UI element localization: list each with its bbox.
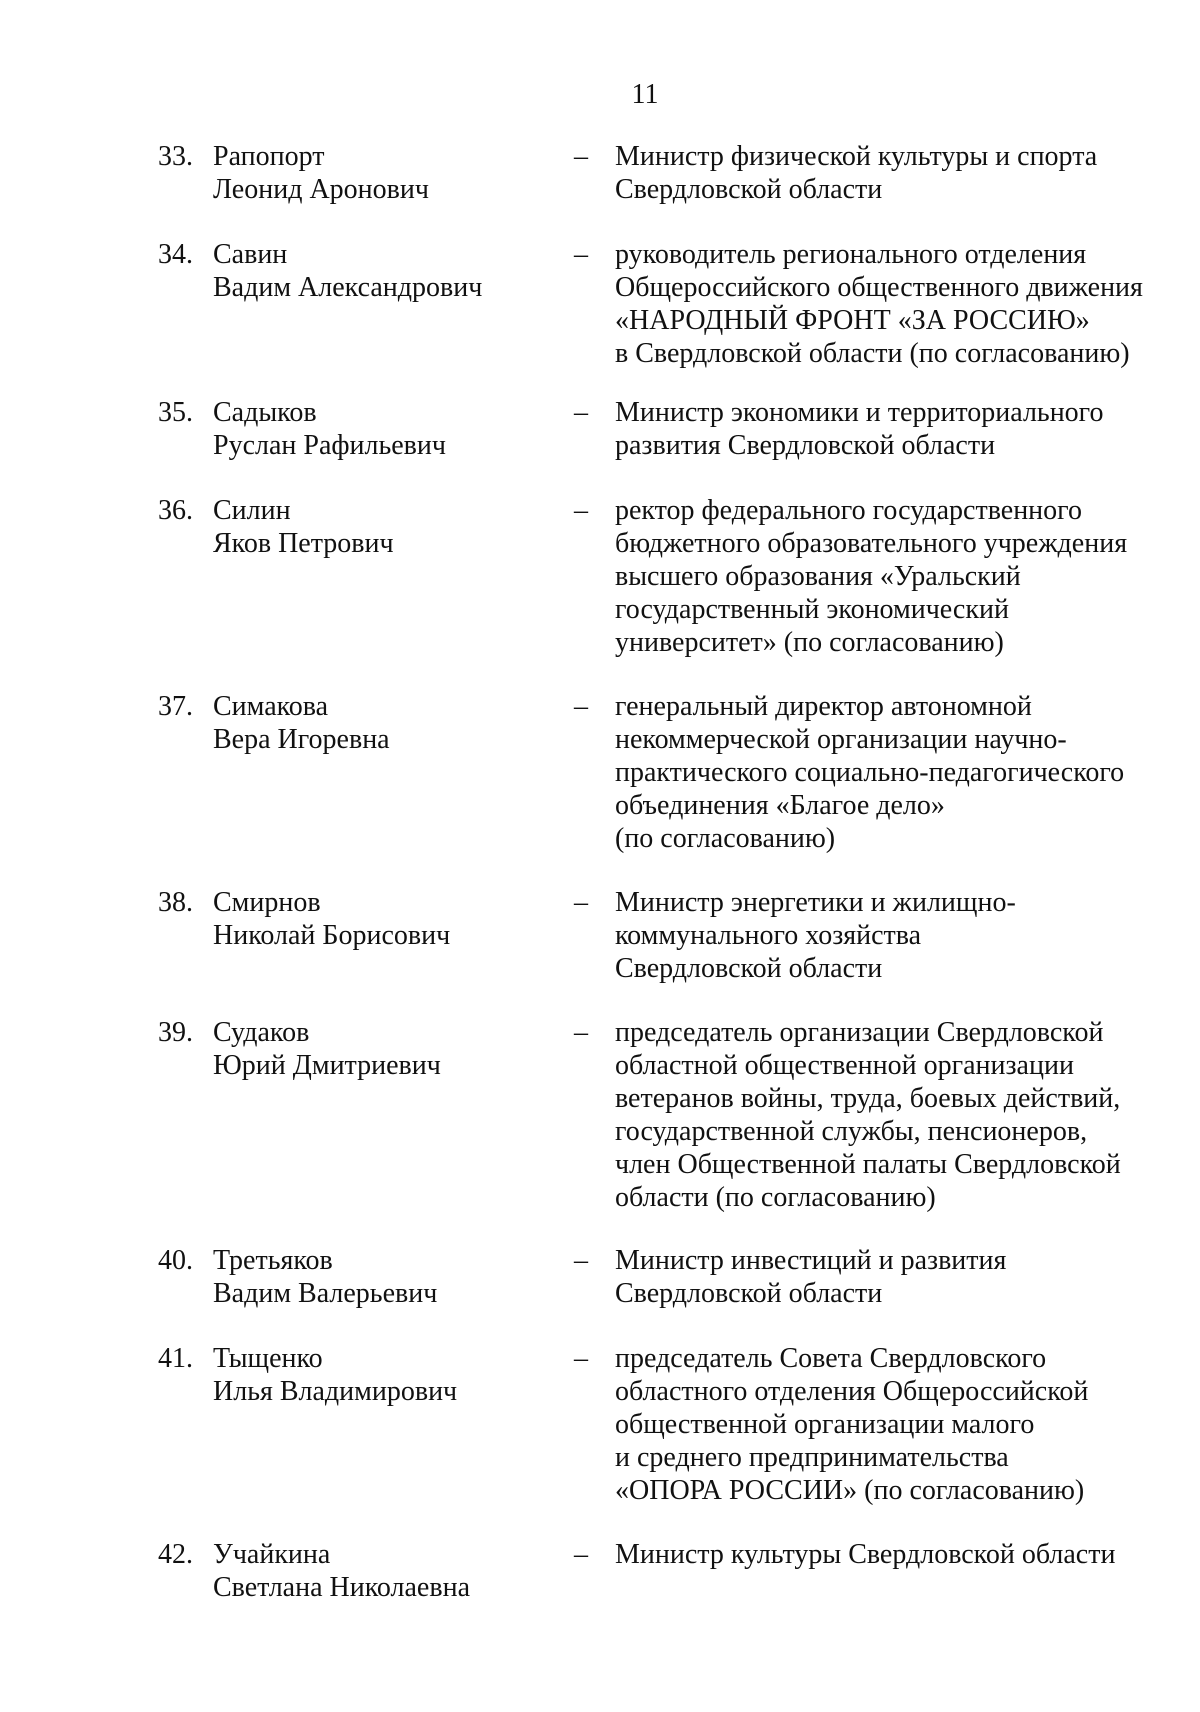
role-line: председатель организации Свердловской (615, 1017, 1104, 1048)
role-line: объединения «Благое дело» (615, 790, 945, 821)
role-line: университет» (по согласованию) (615, 627, 1004, 658)
person-name (213, 1016, 553, 1082)
dash: – (574, 691, 588, 722)
role-line: «НАРОДНЫЙ ФРОНТ «ЗА РОССИЮ» (615, 305, 1090, 336)
role-line: «ОПОРА РОССИИ» (по согласованию) (615, 1475, 1085, 1506)
surname: Симакова (213, 691, 329, 722)
position-description (615, 238, 1185, 370)
role-line: Свердловской области (615, 174, 883, 205)
item-number: 42. (158, 1539, 193, 1570)
surname: Садыков (213, 397, 317, 428)
role-line: практического социально-педагогического (615, 757, 1125, 788)
role-line: в Свердловской области (по согласованию) (615, 338, 1130, 369)
role-line: некоммерческой организации научно- (615, 724, 1067, 755)
position-description (615, 1244, 1185, 1310)
role-line: и среднего предпринимательства (615, 1442, 1009, 1473)
surname: Тыщенко (213, 1343, 323, 1374)
given-names: Вадим Александрович (213, 272, 483, 303)
dash: – (574, 1017, 588, 1048)
role-line: ветеранов войны, труда, боевых действий, (615, 1083, 1121, 1114)
given-names: Вадим Валерьевич (213, 1278, 438, 1309)
person-name (213, 690, 553, 756)
dash: – (574, 495, 588, 526)
role-line: области (по согласованию) (615, 1182, 936, 1213)
role-line: развития Свердловской области (615, 430, 996, 461)
surname: Третьяков (213, 1245, 333, 1276)
role-line: бюджетного образовательного учреждения (615, 528, 1128, 559)
dash: – (574, 1245, 588, 1276)
surname: Рапопорт (213, 141, 325, 172)
given-names: Юрий Дмитриевич (213, 1050, 441, 1081)
dash: – (574, 141, 588, 172)
person-name (213, 1538, 553, 1604)
role-line: Министр культуры Свердловской области (615, 1539, 1116, 1570)
role-line: член Общественной палаты Свердловской (615, 1149, 1121, 1180)
given-names: Леонид Аронович (213, 174, 429, 205)
dash: – (574, 397, 588, 428)
role-line: руководитель регионального отделения (615, 239, 1087, 270)
role-line: государственный экономический (615, 594, 1009, 625)
surname: Силин (213, 495, 291, 526)
role-line: председатель Совета Свердловского (615, 1343, 1047, 1374)
dash: – (574, 239, 588, 270)
role-line: государственной службы, пенсионеров, (615, 1116, 1088, 1147)
position-description (615, 886, 1185, 985)
person-name (213, 886, 553, 952)
person-name (213, 1342, 553, 1408)
position-description (615, 690, 1185, 855)
dash: – (574, 887, 588, 918)
dash: – (574, 1539, 588, 1570)
page-number: 11 (631, 79, 659, 110)
position-description (615, 494, 1185, 659)
item-number: 39. (158, 1017, 193, 1048)
position-description (615, 1016, 1185, 1214)
surname: Савин (213, 239, 288, 270)
role-line: общественной организации малого (615, 1409, 1035, 1440)
person-name (213, 494, 553, 560)
item-number: 40. (158, 1245, 193, 1276)
position-description (615, 1538, 1185, 1571)
item-number: 38. (158, 887, 193, 918)
role-line: коммунального хозяйства (615, 920, 922, 951)
role-line: Министр физической культуры и спорта (615, 141, 1098, 172)
surname: Учайкина (213, 1539, 331, 1570)
role-line: Свердловской области (615, 1278, 883, 1309)
surname: Судаков (213, 1017, 310, 1048)
item-number: 33. (158, 141, 193, 172)
role-line: Министр энергетики и жилищно- (615, 887, 1016, 918)
item-number: 35. (158, 397, 193, 428)
dash: – (574, 1343, 588, 1374)
role-line: высшего образования «Уральский (615, 561, 1021, 592)
role-line: генеральный директор автономной (615, 691, 1032, 722)
role-line: областной общественной организации (615, 1050, 1074, 1081)
given-names: Яков Петрович (213, 528, 394, 559)
given-names: Руслан Рафильевич (213, 430, 446, 461)
surname: Смирнов (213, 887, 321, 918)
given-names: Николай Борисович (213, 920, 451, 951)
item-number: 41. (158, 1343, 193, 1374)
given-names: Илья Владимирович (213, 1376, 458, 1407)
person-name (213, 396, 553, 462)
given-names: Светлана Николаевна (213, 1572, 470, 1603)
given-names: Вера Игоревна (213, 724, 390, 755)
item-number: 37. (158, 691, 193, 722)
role-line: областного отделения Общероссийской (615, 1376, 1089, 1407)
role-line: (по согласованию) (615, 823, 836, 854)
role-line: Министр инвестиций и развития (615, 1245, 1007, 1276)
position-description (615, 1342, 1185, 1507)
position-description (615, 140, 1185, 206)
role-line: Министр экономики и территориального (615, 397, 1104, 428)
person-name (213, 238, 553, 304)
role-line: Общероссийского общественного движения (615, 272, 1143, 303)
role-line: Свердловской области (615, 953, 883, 984)
position-description (615, 396, 1185, 462)
item-number: 36. (158, 495, 193, 526)
person-name (213, 140, 553, 206)
item-number: 34. (158, 239, 193, 270)
person-name (213, 1244, 553, 1310)
role-line: ректор федерального государственного (615, 495, 1082, 526)
